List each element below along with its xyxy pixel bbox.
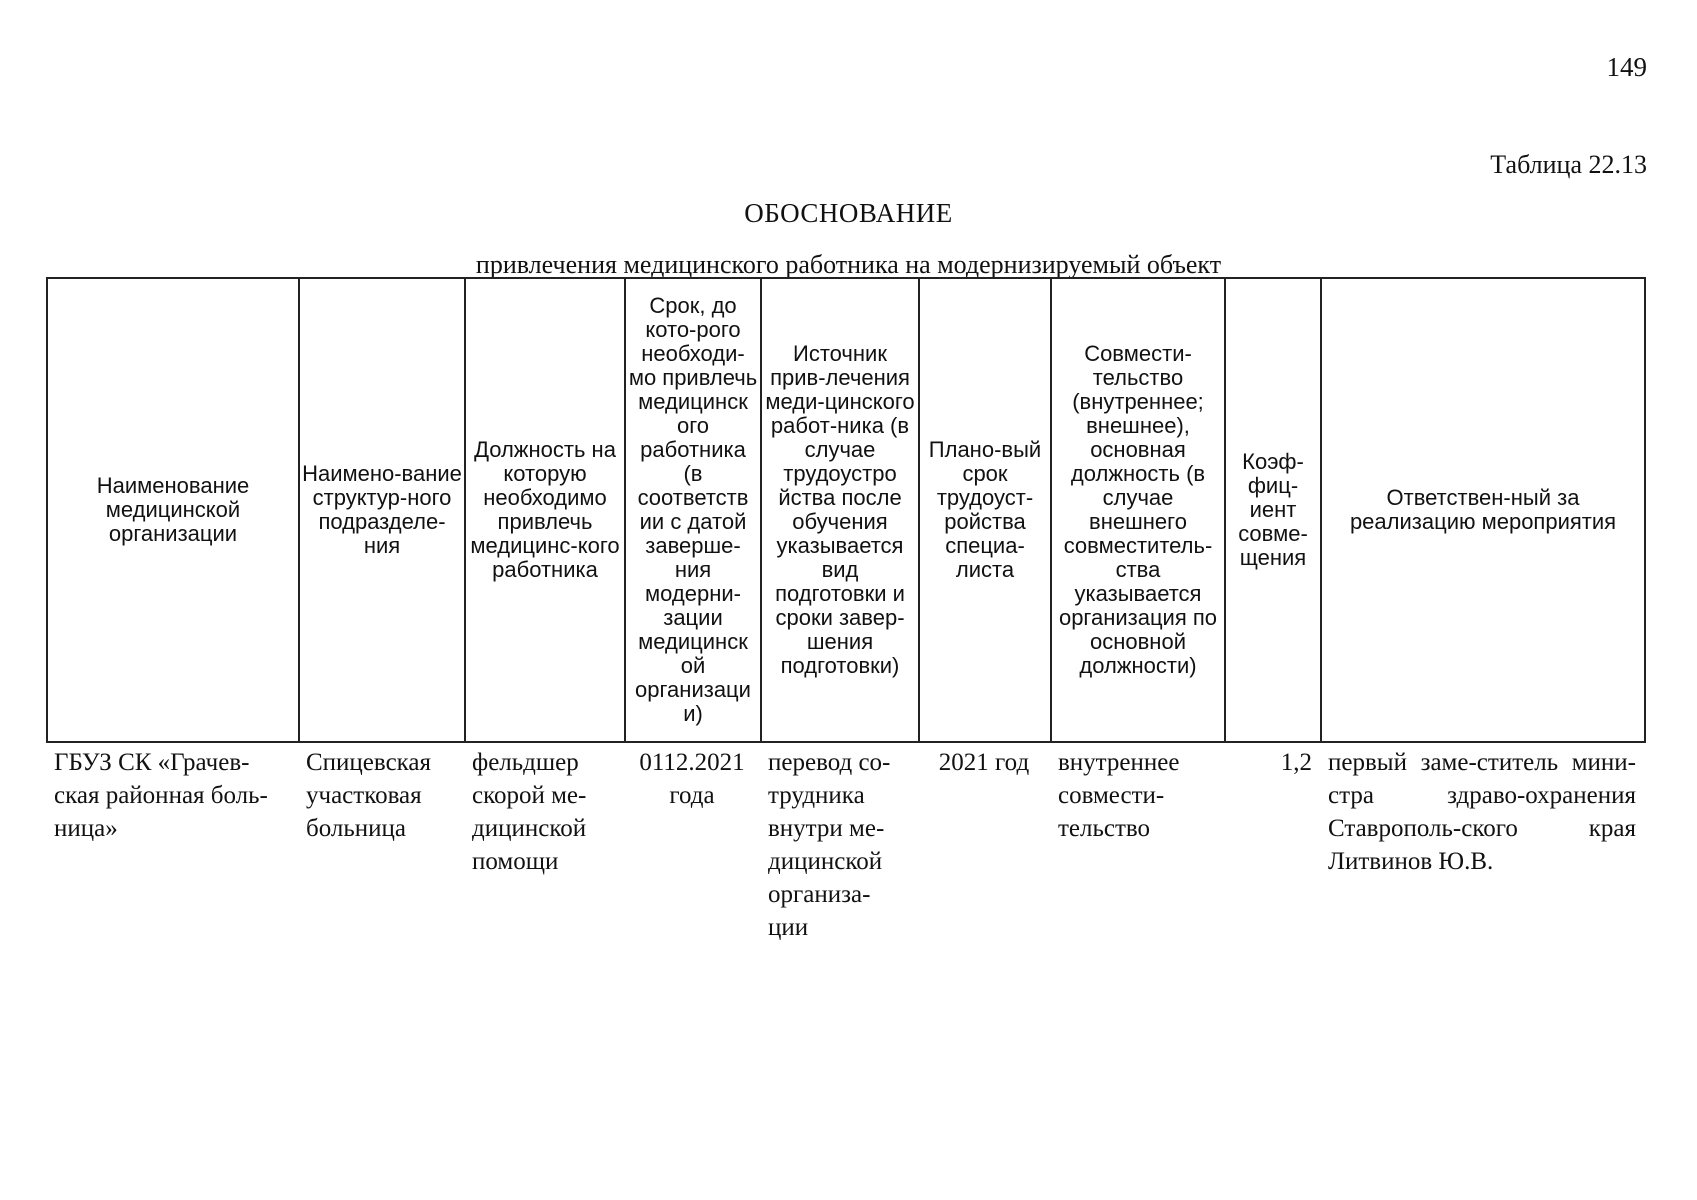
cell-coefficient: 1,2 [1280,749,1312,776]
column-header-position: Должность на которую необходимо привлечь медицинс-кого работника [465,278,625,742]
cell-combination: внутреннее совмести-тельство [1058,749,1180,842]
table-label: Таблица 22.13 [1490,150,1647,179]
cell-deadline: 0112.2021 года [639,749,745,809]
column-header-combination: Совмести-тельство (внутреннее; внешнее), основная должность (в случае внешнего совместитель-ства указывается организация по основной должности) [1051,278,1225,742]
column-header-planned-term: Плано-вый срок трудоуст-ройства специа-листа [919,278,1051,742]
cell-source: перевод со-трудника внутри ме-дицинской организа-ции [768,749,891,941]
column-header-source: Источник прив-лечения меди-цинского работ-ника (в случае трудоустро йства после обучения указывается вид подготовки и сроки завер-шения подготовки) [761,278,919,742]
document-subtitle: привлечения медицинского работника на модернизируемый объект [475,250,1222,279]
table-body [46,743,1644,947]
table-row [46,743,1644,947]
column-header-coefficient: Коэф-фиц-иент совме-щения [1225,278,1321,742]
cell-organization: ГБУЗ СК «Грачев-ская районная боль-ница» [54,749,268,842]
table-header [46,277,1646,743]
cell-planned-term: 2021 год [938,749,1030,776]
cell-department: Спицевская участковая больница [306,749,432,842]
document-title: ОБОСНОВАНИЕ [744,198,953,228]
column-header-deadline: Срок, до кото-рого необходи-мо привлечь медицинск ого работника (в соответств ии с датой заверше-ния модерни-зации медицинск ой организаци и) [625,278,761,742]
page-number: 149 [1606,52,1647,82]
column-header-responsible: Ответствен-ный за реализацию мероприятия [1321,278,1645,742]
column-header-organization: Наименование медицинской организации [47,278,299,742]
cell-responsible: первый заме-ститель мини-стра здраво-охранения Ставрополь-ского края Литвинов Ю.В. [1328,749,1636,875]
cell-position: фельдшер скорой ме-дицинской помощи [472,749,587,875]
column-header-department: Наимено-вание структур-ного подразделе-ния [299,278,465,742]
